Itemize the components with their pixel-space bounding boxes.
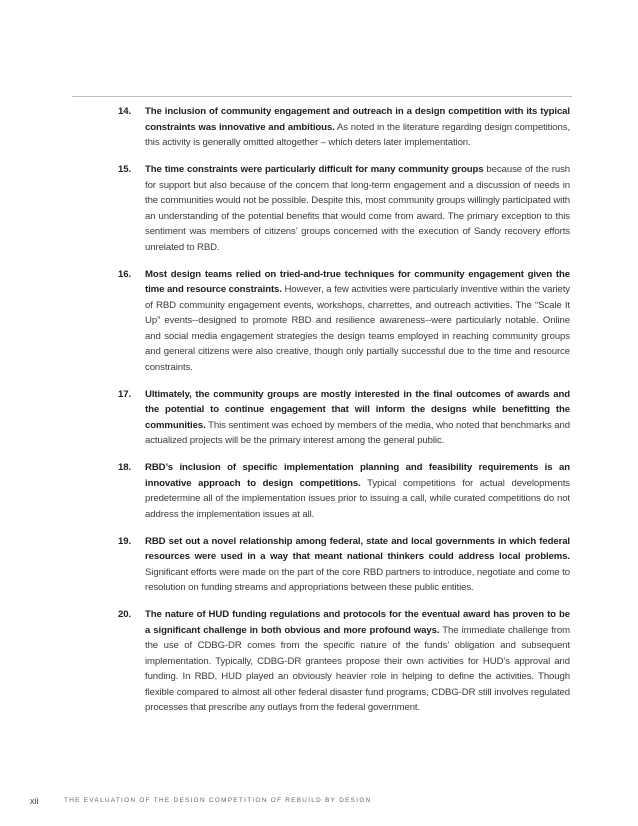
finding-text: because of the rush for support but also because of the concern that long-term engagement and a discussion of needs in the communities would not be possible. Despite this, most community groups willingly participated with an understanding of the potential benefits that would come from award. The primary exception to this sentiment was members of citizens’ groups concerned with the execution of Sandy recovery efforts unrelated to RBD.	[145, 164, 571, 253]
finding-lead: Most design teams relied on tried-and-true techniques for community engagement given the time and resource constraints.	[145, 268, 570, 295]
page-number: xii	[30, 796, 39, 806]
running-title: THE EVALUATION OF THE DESIGN COMPETITION OF REBUILD BY DESIGN	[64, 797, 372, 804]
finding-item	[118, 162, 570, 255]
finding-number: 19.	[118, 535, 132, 547]
finding-number: 20.	[118, 609, 132, 620]
finding-lead: The nature of HUD funding regulations and protocols for the eventual award has proven to be a significant challenge in both obvious and more profound ways.	[145, 609, 570, 636]
finding-text: This sentiment was echoed by members of the media, who noted that benchmarks and actualized projects will be the primary interest among the general public.	[145, 419, 570, 446]
finding-text: However, a few activities were particularly inventive within the variety of RBD community engagement events, workshops, charrettes, and outreach activities. The “Scale It Up” events--designed to promote RBD and resilience awareness--were particularly notable. Online and social media engagement strategies the design teams employed in reaching community groups and general citizens were also creative, though only partially successful due to the time and resource constraints.	[145, 284, 570, 373]
finding-text: Typical competitions for actual developments predetermine all of the implementation issues prior to issuing a call, while curated competitions do not address the implementation issues at all.	[145, 477, 570, 520]
finding-lead: The inclusion of community engagement and outreach in a design competition with its typical constraints was innovative and ambitious.	[145, 106, 570, 133]
finding-number: 16.	[118, 268, 132, 280]
finding-item	[118, 534, 570, 596]
finding-number: 17.	[118, 388, 132, 400]
finding-item	[118, 267, 570, 376]
finding-item	[118, 104, 570, 151]
finding-number: 18.	[118, 462, 132, 473]
finding-item	[118, 607, 570, 716]
finding-text: As noted in the literature regarding design competitions, this activity is generally omitted altogether – which deters later implementation.	[145, 121, 571, 148]
finding-number: 14.	[118, 106, 132, 117]
finding-number: 15.	[118, 164, 132, 175]
finding-lead: Ultimately, the community groups are mostly interested in the final outcomes of awards and the potential to continue engagement that will inform the designs while benefitting the communities.	[145, 388, 570, 431]
finding-item	[118, 387, 570, 449]
findings-list	[118, 104, 570, 727]
finding-text: Significant efforts were made on the part of the core RBD partners to introduce, negotiate and come to resolution on funding streams and appropriations between these public entities.	[145, 566, 570, 593]
finding-item	[118, 460, 570, 522]
finding-lead: RBD set out a novel relationship among federal, state and local governments in which federal resources were used in a way that meant national thinkers could address local problems.	[145, 535, 570, 562]
finding-text: The immediate challenge from the use of CDBG-DR comes from the specific nature of the funds’ obligation and subsequent implementation. Typically, CDBG-DR grantees propose their own activities for HUD’s approval and funding. In RBD, HUD played an obviously heavier role in helping to define the activities. Though flexible compared to almost all other federal disaster fund programs, CDBG-DR still involves regulated processes that prescribe any outlays from the federal government.	[145, 624, 570, 713]
page-footer	[0, 796, 638, 810]
finding-lead: RBD’s inclusion of specific implementation planning and feasibility requirements is an innovative approach to design competitions.	[145, 462, 570, 489]
top-rule	[72, 96, 572, 97]
finding-lead: The time constraints were particularly difficult for many community groups	[145, 164, 484, 175]
